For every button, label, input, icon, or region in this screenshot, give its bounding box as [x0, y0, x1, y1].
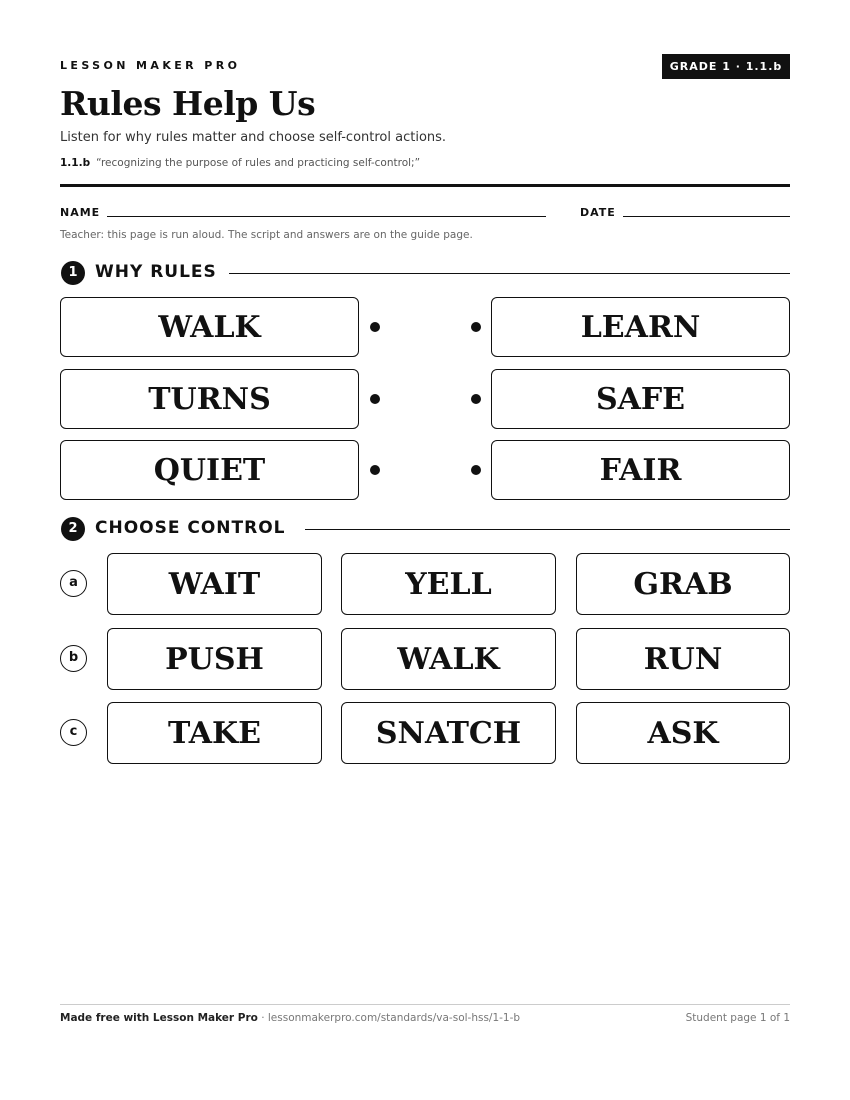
match-left-card-2[interactable]: TURNS — [60, 369, 359, 429]
section-1-number: 1 — [61, 261, 85, 285]
footer-divider — [60, 1004, 790, 1005]
choice-card-b-2[interactable]: WALK — [341, 628, 556, 690]
choice-card-b-3[interactable]: RUN — [576, 628, 790, 690]
section-1-title: WHY RULES — [95, 262, 217, 282]
match-left-dot-3[interactable] — [370, 465, 380, 475]
choice-card-b-1[interactable]: PUSH — [107, 628, 322, 690]
footer-credit — [60, 1012, 520, 1024]
match-right-card-1[interactable]: LEARN — [491, 297, 790, 357]
footer-page-number: Student page 1 of 1 — [685, 1012, 790, 1024]
standard-line — [60, 157, 420, 169]
section-2-divider — [305, 529, 790, 530]
match-left-card-3[interactable]: QUIET — [60, 440, 359, 500]
match-left-card-1[interactable]: WALK — [60, 297, 359, 357]
match-right-dot-1[interactable] — [471, 322, 481, 332]
name-field[interactable] — [107, 216, 546, 217]
standard-text: “recognizing the purpose of rules and practicing self-control;” — [96, 157, 421, 169]
grade-badge: GRADE 1 · 1.1.b — [662, 54, 790, 79]
standard-code: 1.1.b — [60, 157, 91, 169]
choice-card-a-1[interactable]: WAIT — [107, 553, 322, 615]
brand-name: LESSON MAKER PRO — [60, 59, 241, 72]
section-1-divider — [229, 273, 790, 274]
row-letter-b: b — [60, 645, 87, 672]
section-2-number: 2 — [61, 517, 85, 541]
match-right-card-2[interactable]: SAFE — [491, 369, 790, 429]
date-field[interactable] — [623, 216, 790, 217]
section-2-title: CHOOSE CONTROL — [95, 518, 286, 538]
page-title: Rules Help Us — [60, 84, 316, 123]
choice-card-c-1[interactable]: TAKE — [107, 702, 322, 764]
footer-made-with: Made free with Lesson Maker Pro — [60, 1012, 258, 1024]
match-left-dot-2[interactable] — [370, 394, 380, 404]
match-right-dot-3[interactable] — [471, 465, 481, 475]
row-letter-c: c — [60, 719, 87, 746]
footer-url[interactable]: · lessonmakerpro.com/standards/va-sol-hss/1-1-b — [257, 1012, 521, 1024]
choice-card-a-3[interactable]: GRAB — [576, 553, 790, 615]
choice-card-a-2[interactable]: YELL — [341, 553, 556, 615]
page-subtitle: Listen for why rules matter and choose self-control actions. — [60, 130, 447, 145]
date-label: DATE — [580, 206, 616, 219]
match-right-card-3[interactable]: FAIR — [491, 440, 790, 500]
name-label: NAME — [60, 206, 101, 219]
header-divider — [60, 184, 790, 187]
choice-card-c-2[interactable]: SNATCH — [341, 702, 556, 764]
match-right-dot-2[interactable] — [471, 394, 481, 404]
row-letter-a: a — [60, 570, 87, 597]
match-left-dot-1[interactable] — [370, 322, 380, 332]
teacher-note: Teacher: this page is run aloud. The script and answers are on the guide page. — [60, 229, 473, 241]
choice-card-c-3[interactable]: ASK — [576, 702, 790, 764]
